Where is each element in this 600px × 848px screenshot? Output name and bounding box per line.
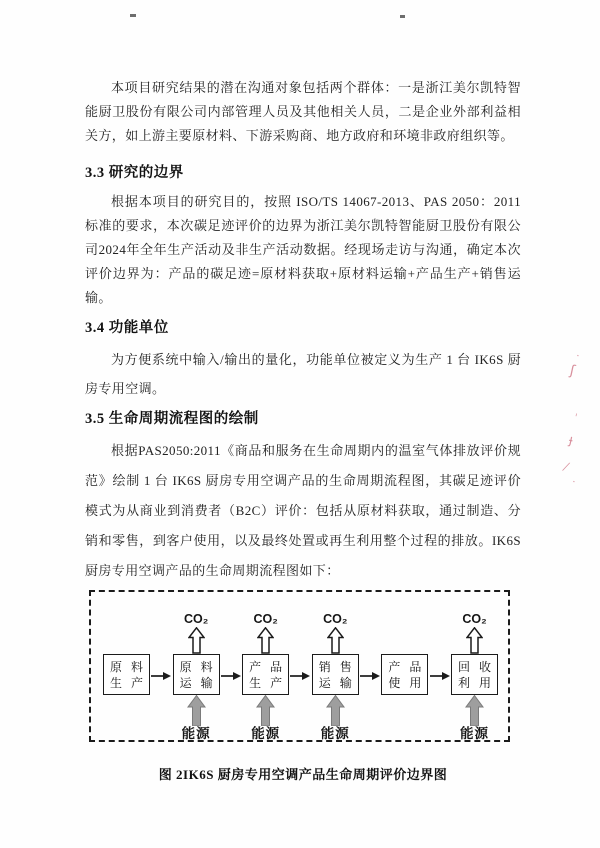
process-box — [103, 654, 150, 695]
diagram-stage-sales-transport — [312, 596, 359, 748]
co2-label: CO₂ — [462, 612, 487, 626]
energy-label: 能源 — [320, 726, 350, 741]
section-body-3-4: 为方便系统中输入/输出的量化，功能单位被定义为生产 1 台 IK6S 厨房专用空调。 — [85, 352, 521, 396]
red-scan-mark: · — [574, 350, 581, 363]
diagram-stage-raw-material-transport — [173, 596, 220, 748]
process-box-label-line2: 生 产 — [249, 675, 286, 690]
co2-emission-zone — [254, 596, 278, 654]
energy-input-zone — [251, 695, 280, 748]
process-box — [381, 654, 428, 695]
lifecycle-flow-diagram — [89, 590, 510, 742]
flow-arrow-icon — [359, 671, 382, 681]
process-box-label-line2: 使 用 — [388, 675, 425, 690]
co2-up-arrow-icon — [327, 627, 344, 654]
section-body-3-5: 根据PAS2050:2011《商品和服务在生命周期内的温室气体排放评价规范》绘制 1 台 IK6S 厨房专用空调产品的生命周期流程图，其碳足迹评价模式为从商业到消费者（B2C）评价：包括从原材料获取，通过制造、分销和零售，到客户使用，以及最终处置或再生利用整个过程的排放。IK6S 厨房专用空调产品的生命周期流程图如下： — [85, 443, 521, 578]
process-box-label-line2: 利 用 — [457, 675, 494, 690]
process-box-label-line2: 运 输 — [318, 675, 355, 690]
co2-up-arrow-icon — [466, 627, 483, 654]
energy-up-arrow-icon — [256, 695, 275, 726]
process-box-label-line1: 产 品 — [249, 659, 286, 674]
co2-label: CO₂ — [253, 612, 278, 626]
flow-arrow-icon — [150, 671, 173, 681]
energy-input-zone — [460, 695, 489, 748]
co2-label: CO₂ — [183, 612, 209, 626]
co2-emission-zone — [323, 596, 347, 654]
red-scan-mark: ˈ — [572, 412, 578, 425]
process-box-label-line2: 生 产 — [109, 675, 146, 690]
process-box-label-line1: 回 收 — [457, 659, 494, 674]
process-box-label-line1: 原 料 — [109, 659, 146, 674]
co2-up-arrow-icon — [257, 627, 274, 654]
section-heading-3-3: 3.3 研究的边界 — [85, 165, 184, 181]
red-scan-mark: ɟ — [567, 432, 575, 449]
diagram-stage-raw-material-production — [103, 596, 150, 748]
red-scan-mark: · — [570, 476, 577, 489]
energy-label: 能源 — [251, 726, 281, 741]
energy-label: 能源 — [181, 726, 211, 741]
process-box-label-line2: 运 输 — [179, 675, 216, 690]
energy-label: 能源 — [459, 726, 489, 741]
figure-caption: 图 2IK6S 厨房专用空调产品生命周期评价边界图 — [158, 767, 448, 782]
process-box-label-line1: 原 料 — [179, 659, 216, 674]
energy-up-arrow-icon — [326, 695, 345, 726]
co2-emission-zone — [184, 596, 208, 654]
process-box — [173, 654, 220, 695]
process-box — [451, 654, 498, 695]
section-body-3-3: 根据本项目的研究目的，按照 ISO/TS 14067-2013、PAS 2050：2011 标准的要求，本次碳足迹评价的边界为浙江美尔凯特智能厨卫股份有限公司2024年全年生产活动及非生产活动数据。经现场走访与沟通，确定本次评价边界为：产品的碳足迹=原材料获取+原材料运输+产品生产+销售运输。 — [85, 194, 521, 305]
energy-up-arrow-icon — [187, 695, 206, 726]
co2-emission-zone — [462, 596, 486, 654]
diagram-stage-recycling — [451, 596, 498, 748]
red-scan-mark: ⁄ — [563, 459, 569, 475]
process-box-label-line1: 产 品 — [388, 659, 425, 674]
flow-arrow-icon — [289, 671, 312, 681]
energy-up-arrow-icon — [465, 695, 484, 726]
flow-arrow-icon — [428, 671, 451, 681]
section-heading-3-5: 3.5 生命周期流程图的绘制 — [85, 411, 259, 427]
diagram-stage-product-production — [242, 596, 289, 748]
process-box — [242, 654, 289, 695]
flow-arrow-icon — [220, 671, 243, 681]
section-heading-3-4: 3.4 功能单位 — [85, 320, 169, 336]
intro-paragraph: 本项目研究结果的潜在沟通对象包括两个群体：一是浙江美尔凯特智能厨卫股份有限公司内部管理人员及其他相关人员，二是企业外部利益相关方，如上游主要原材料、下游采购商、地方政府和环境非政府组织等。 — [85, 80, 521, 143]
co2-up-arrow-icon — [188, 627, 205, 654]
process-box-label-line1: 销 售 — [318, 659, 355, 674]
red-scan-mark: ʃ — [568, 362, 577, 380]
diagram-stage-product-use — [381, 596, 428, 748]
process-box — [312, 654, 359, 695]
energy-input-zone — [321, 695, 350, 748]
energy-input-zone — [182, 695, 211, 748]
co2-label: CO₂ — [323, 612, 348, 626]
